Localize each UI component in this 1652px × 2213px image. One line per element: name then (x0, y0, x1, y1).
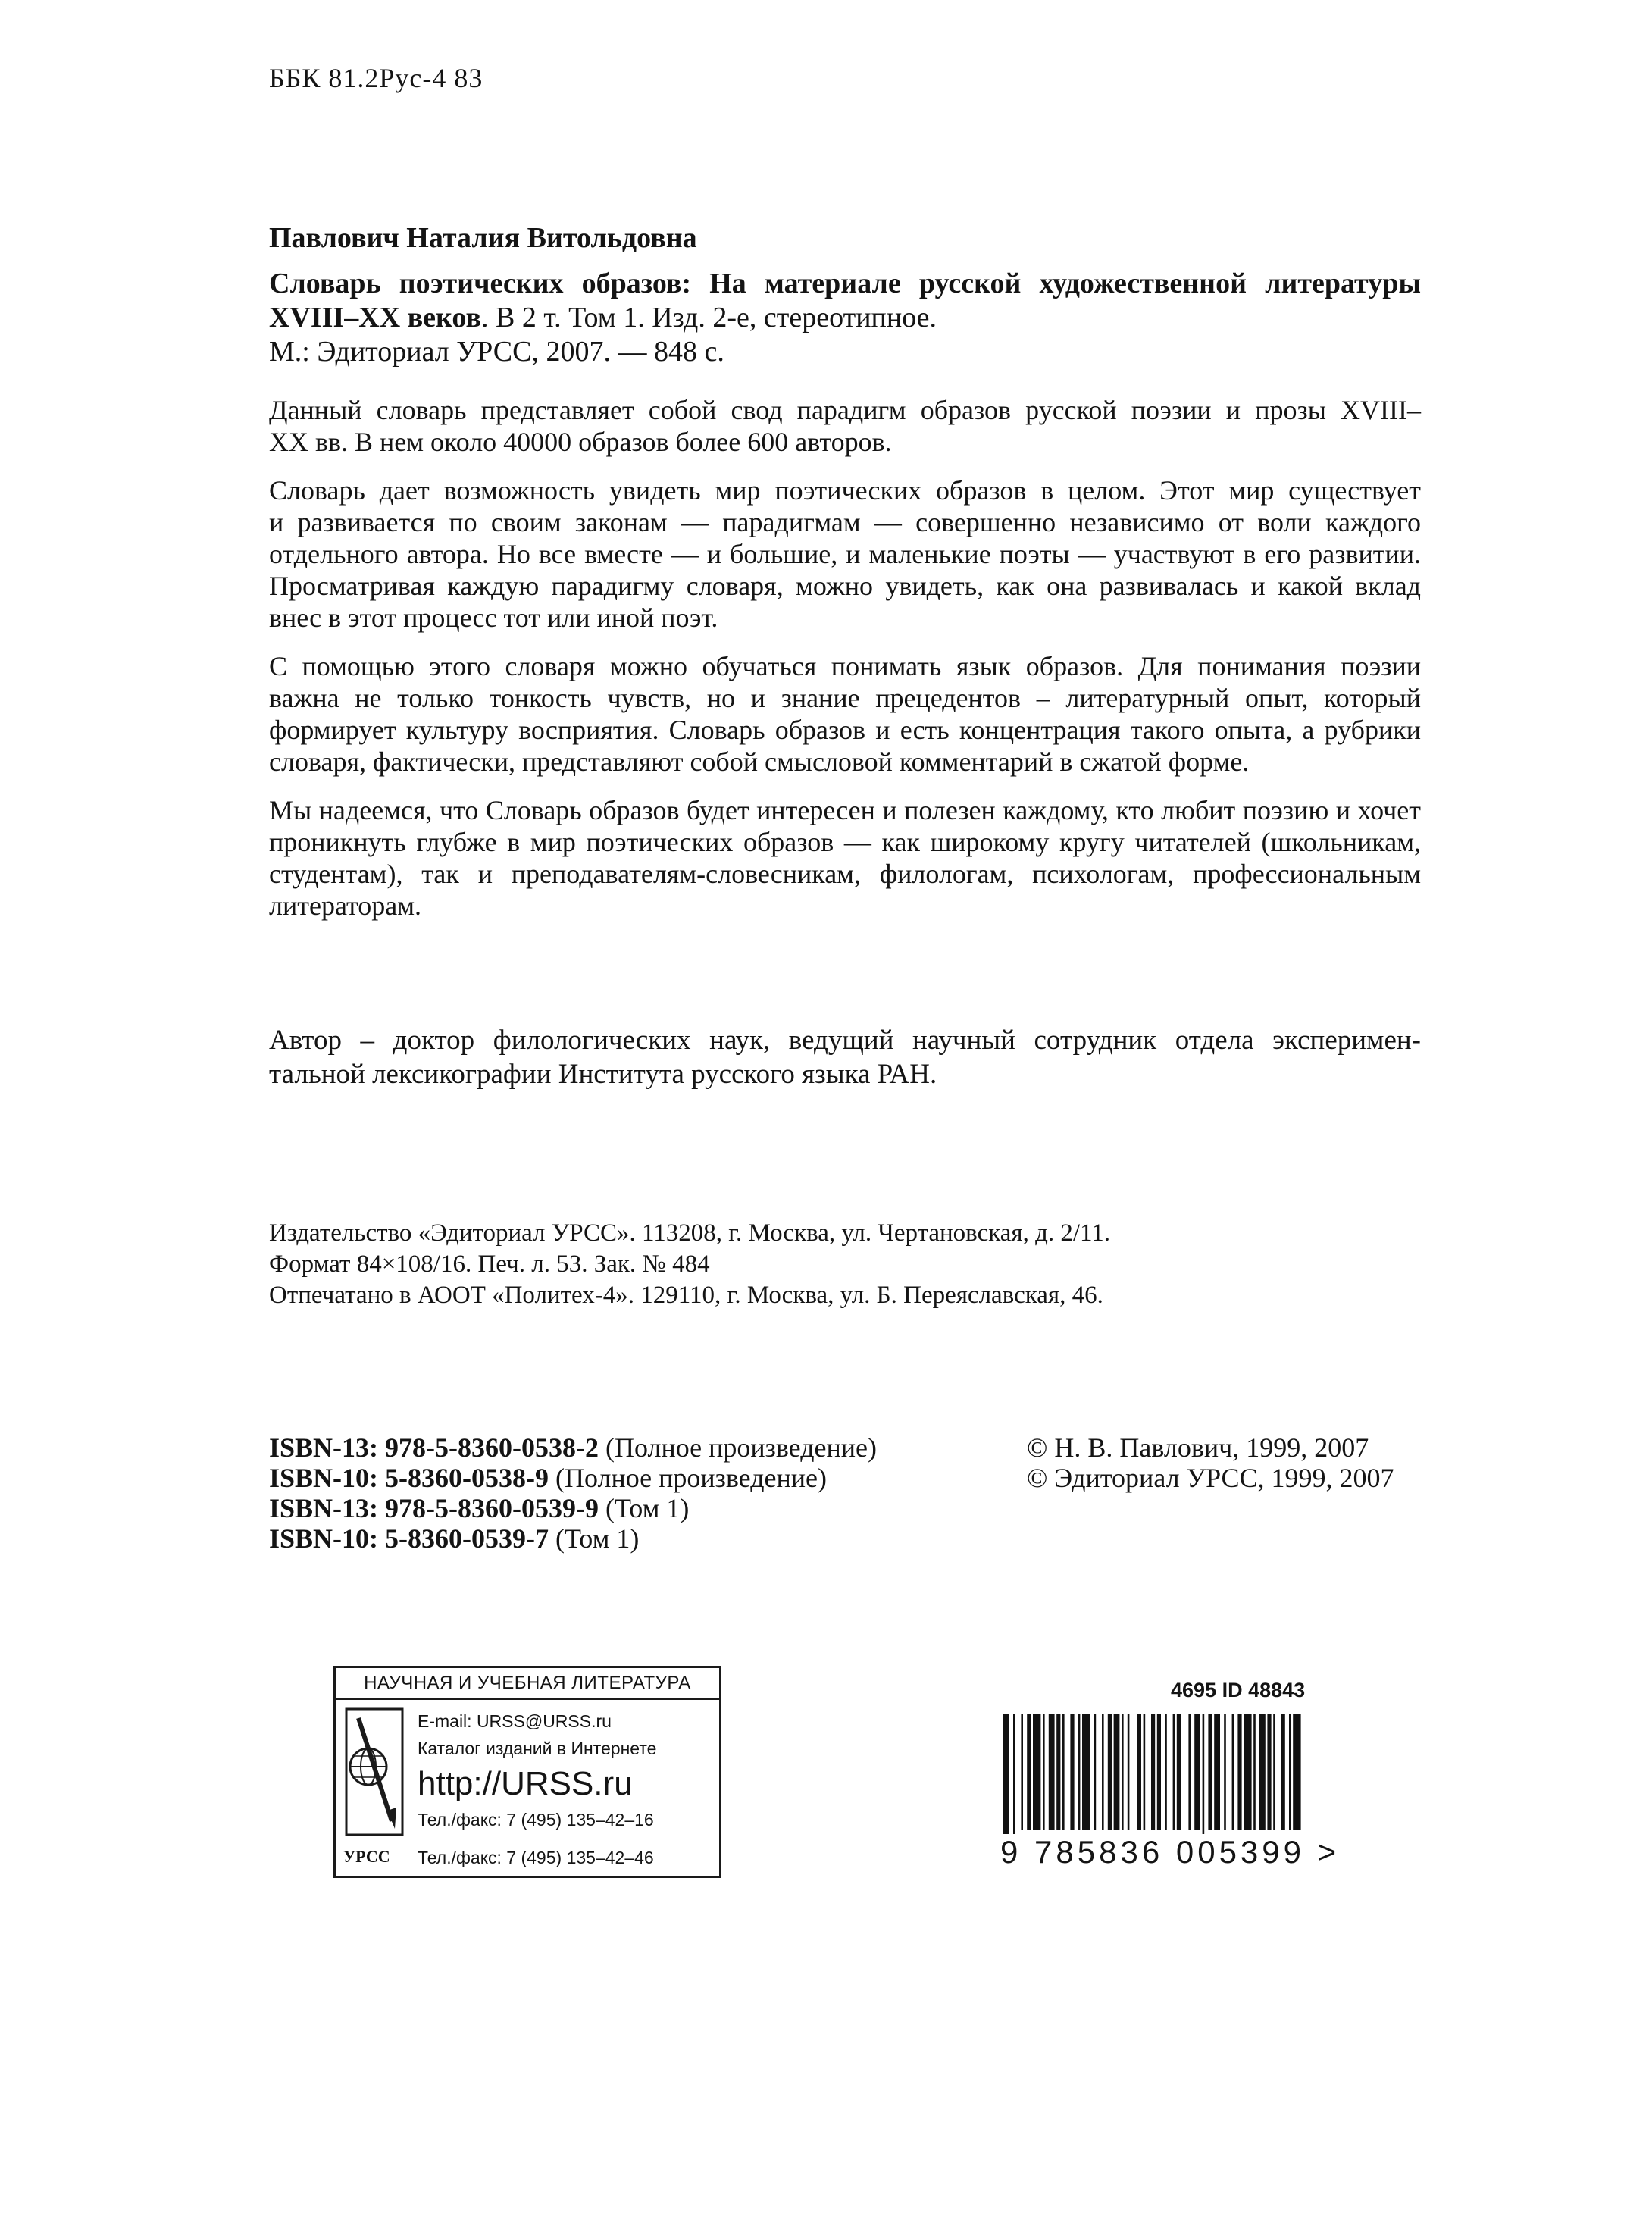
text-line: Мы надеемся, что Словарь образов будет интересен и полезен каждому, кто любит поэзию и хочет (269, 795, 1421, 825)
isbn-note: (Том 1) (548, 1523, 640, 1554)
text-line: Автор – доктор филологических наук, ведущий научный сотрудник отдела эксперимен- (269, 1025, 1421, 1056)
barcode-bar (1033, 1714, 1040, 1830)
text-line: Данный словарь представляет собой свод парадигм образов русской поэзии и прозы XVIII– (269, 395, 1421, 425)
printer-address: Отпечатано в АООТ «Политех-4». 129110, г. Москва, ул. Б. Переяславская, 46. (269, 1282, 1103, 1309)
isbn-row (269, 1463, 877, 1493)
barcode-bar (1102, 1714, 1104, 1830)
publisher-tel: Тел./факс: 7 (495) 135–42–16 (418, 1810, 654, 1830)
barcode-bar (1281, 1714, 1285, 1830)
publisher-catalog: Каталог изданий в Интернете (418, 1739, 657, 1758)
bbk-code: ББК 81.2Рус-4 83 (269, 63, 483, 93)
barcode (1000, 1714, 1303, 1848)
barcode-bar (1188, 1714, 1191, 1830)
barcode-bar (1056, 1714, 1060, 1830)
publisher-url: http://URSS.ru (418, 1765, 633, 1802)
text-line: словаря, фактически, представляют собой смысловой комментарий в сжатой форме. (269, 747, 1250, 777)
barcode-bar (1224, 1714, 1226, 1830)
text-line: внес в этот процесс тот или иной поэт. (269, 603, 718, 633)
publisher-email: E-mail: URSS@URSS.ru (418, 1711, 612, 1731)
barcode-bar (1137, 1714, 1141, 1830)
isbn-row (269, 1523, 877, 1554)
barcode-bar (1027, 1714, 1031, 1830)
abstract-paragraph (269, 794, 1421, 922)
about-author (269, 1023, 1421, 1091)
text-line: литераторам. (269, 891, 422, 921)
barcode-bar (1293, 1714, 1300, 1830)
abstract-paragraph (269, 650, 1421, 778)
barcode-bar (1177, 1714, 1181, 1830)
barcode-bar (1108, 1714, 1112, 1830)
isbn-note: (Полное произведение) (548, 1463, 827, 1493)
copyright (1027, 1432, 1394, 1493)
abstract-paragraph (269, 474, 1421, 634)
barcode-bar (1114, 1714, 1120, 1830)
barcode-digits: 9 785836 005399 > (1000, 1834, 1341, 1870)
barcode-bar (1003, 1714, 1009, 1848)
barcode-bar (1237, 1714, 1241, 1830)
book-title-line: Словарь поэтических образов: На материале русской художественной литературы (269, 268, 1421, 299)
text-line: и развивается по своим законам — парадигмам — совершенно независимо от воли каждого (269, 507, 1421, 537)
barcode-bar (1082, 1714, 1090, 1830)
barcode-bar (1244, 1714, 1251, 1830)
text-line: формирует культуру восприятия. Словарь образов и есть концентрация такого опыта, а рубрики (269, 715, 1421, 745)
barcode-bar (1253, 1714, 1256, 1830)
copyright-line: © Н. В. Павлович, 1999, 2007 (1027, 1432, 1369, 1463)
book-title-period: XVIII–XX веков (269, 302, 481, 333)
publisher-address: Издательство «Эдиториал УРСС». 113208, г. Москва, ул. Чертановская, д. 2/11. (269, 1219, 1111, 1247)
barcode-label: 4695 ID 48843 (1171, 1679, 1306, 1701)
barcode-bar (1259, 1714, 1266, 1830)
book-title-continuation (269, 301, 1421, 335)
barcode-bar (1273, 1714, 1275, 1830)
isbn-note: (Том 1) (598, 1493, 690, 1523)
text-line: отдельного автора. Но все вместе — и большие, и маленькие поэты — участвуют в его развитии. (269, 539, 1421, 569)
barcode-bar (1070, 1714, 1074, 1830)
barcode-bar (1194, 1714, 1200, 1830)
publisher-logo-icon (343, 1707, 405, 1836)
author-name: Павлович Наталия Витольдовна (269, 222, 697, 254)
isbn-row (269, 1493, 877, 1523)
text-line: проникнуть глубже в мир поэтических образов — как широкому кругу читателей (школьникам, (269, 827, 1421, 857)
barcode-bar (1203, 1714, 1205, 1848)
barcode-bar (1094, 1714, 1097, 1830)
barcode-bar (1165, 1714, 1167, 1830)
isbn-code: ISBN-13: 978-5-8360-0538-2 (269, 1432, 599, 1463)
barcode-bar (1078, 1714, 1081, 1830)
text-line: важна не только тонкость чувств, но и знание прецедентов – литературный опыт, который (269, 683, 1421, 713)
barcode-bar (1049, 1714, 1055, 1830)
barcode-bar (1043, 1714, 1045, 1830)
abstract (269, 394, 1421, 938)
isbn-note: (Полное произведение) (598, 1432, 877, 1463)
isbn-code: ISBN-10: 5-8360-0539-7 (269, 1523, 549, 1554)
barcode-bar (1151, 1714, 1155, 1830)
publisher-logo-text: УРСС (343, 1847, 390, 1866)
barcode-bar (1289, 1714, 1291, 1830)
text-line: XX вв. В нем около 40000 образов более 600 авторов. (269, 427, 892, 457)
barcode-bar (1062, 1714, 1065, 1830)
barcode-bar (1157, 1714, 1161, 1830)
publisher-contacts (418, 1707, 656, 1833)
barcode-bar (1173, 1714, 1175, 1830)
text-line: С помощью этого словаря можно обучаться понимать язык образов. Для понимания поэзии (269, 651, 1421, 681)
barcode-bar (1214, 1714, 1220, 1830)
text-line: Просматривая каждую парадигму словаря, можно увидеть, как она развивалась и какой вклад (269, 571, 1421, 601)
barcode-bar (1267, 1714, 1271, 1830)
barcode-bar (1021, 1714, 1023, 1830)
publisher-box-header: НАУЧНАЯ И УЧЕБНАЯ ЛИТЕРАТУРА (336, 1668, 719, 1700)
barcode-bar (1208, 1714, 1212, 1830)
isbn-row (269, 1432, 877, 1463)
format-info: Формат 84×108/16. Печ. л. 53. Зак. № 484 (269, 1250, 710, 1278)
isbn-list (269, 1432, 877, 1554)
text-line: студентам), так и преподавателям-словесникам, филологам, психологам, профессиональным (269, 859, 1421, 889)
barcode-bar (1013, 1714, 1015, 1848)
text-line: тальной лексикографии Института русского языка РАН. (269, 1059, 937, 1090)
bibliographic-record (269, 267, 1421, 369)
printing-imprint (269, 1218, 1110, 1311)
isbn-code: ISBN-10: 5-8360-0538-9 (269, 1463, 549, 1493)
barcode-bar (1128, 1714, 1130, 1830)
barcode-bar (1122, 1714, 1124, 1830)
publisher-box (333, 1666, 721, 1878)
isbn-code: ISBN-13: 978-5-8360-0539-9 (269, 1493, 599, 1523)
abstract-paragraph (269, 394, 1421, 458)
publication-imprint: М.: Эдиториал УРСС, 2007. — 848 с. (269, 336, 724, 368)
edition-info: . В 2 т. Том 1. Изд. 2-е, стереотипное. (481, 302, 937, 333)
copyright-line: © Эдиториал УРСС, 1999, 2007 (1027, 1463, 1394, 1493)
publisher-tel: Тел./факс: 7 (495) 135–42–46 (418, 1848, 654, 1867)
barcode-bar (1144, 1714, 1146, 1830)
barcode-bar (1232, 1714, 1234, 1830)
text-line: Словарь дает возможность увидеть мир поэтических образов в целом. Этот мир существует (269, 475, 1421, 506)
